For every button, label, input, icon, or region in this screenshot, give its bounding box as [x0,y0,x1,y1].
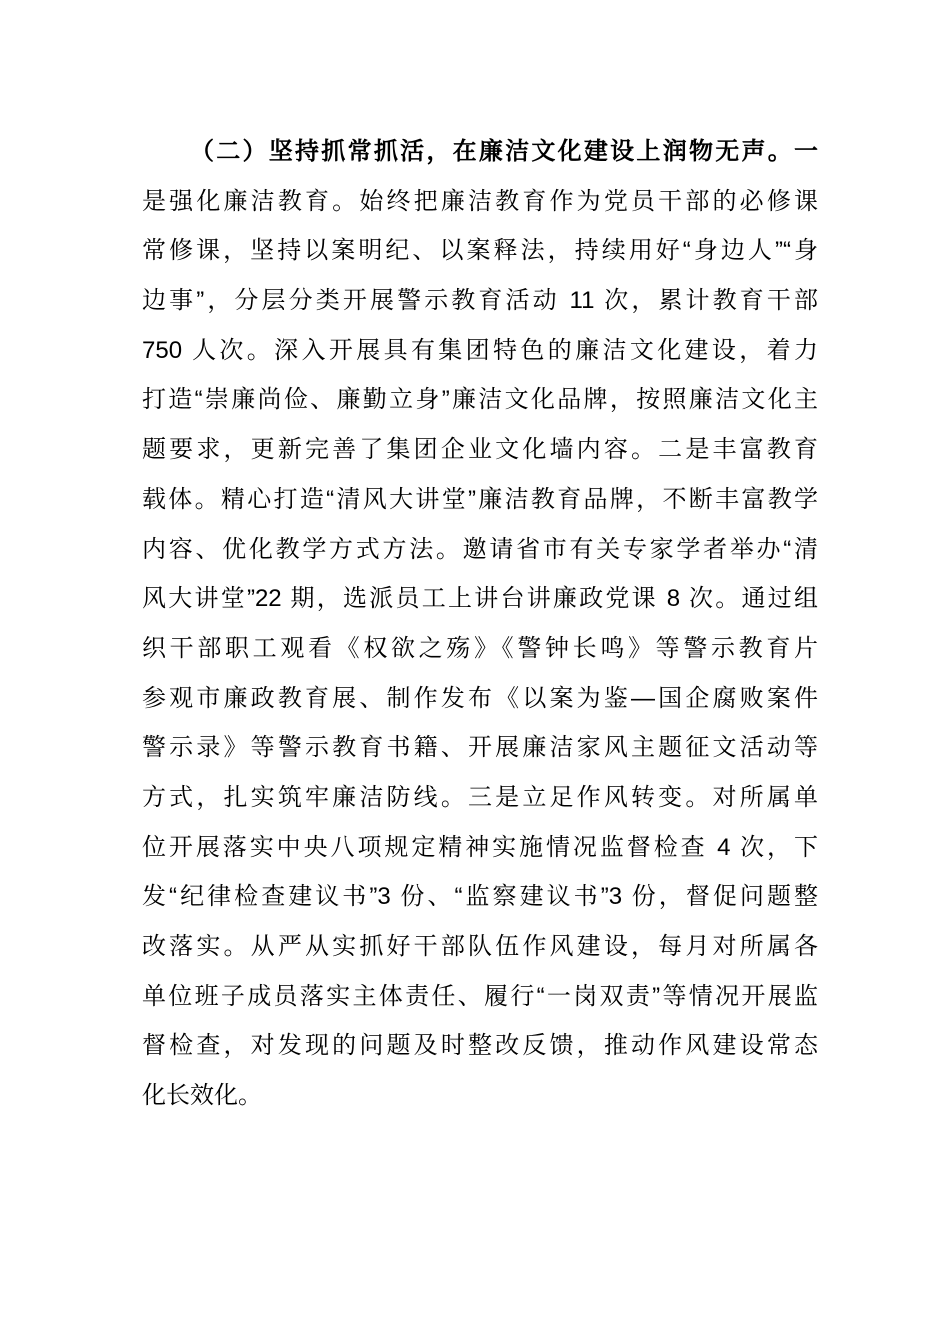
text-line: 750 人次。深入开展具有集团特色的廉洁文化建设，着力 [142,336,818,364]
text-line: 载体。精心打造“清风大讲堂”廉洁教育品牌，不断丰富教学 [142,485,818,513]
text-line: 单位班子成员落实主体责任、履行“一岗双责”等情况开展监 [142,982,818,1010]
text-line: 常修课，坚持以案明纪、以案释法，持续用好“身边人”“身 [142,237,818,265]
text-line: 风大讲堂”22 期，选派员工上讲台讲廉政党课 8 次。通过组 [142,585,818,613]
text-line: 方式，扎实筑牢廉洁防线。三是立足作风转变。对所属单 [142,783,818,811]
text-line: （二）坚持抓常抓活，在廉洁文化建设上润物无声。一 [190,138,818,165]
text-line: 警示录》等警示教育书籍、开展廉洁家风主题征文活动等 [142,734,818,762]
text-line: 织干部职工观看《权欲之殇》《警钟长鸣》等警示教育片 [142,634,818,662]
text-line: 打造“崇廉尚俭、廉勤立身”廉洁文化品牌，按照廉洁文化主 [142,386,818,414]
text-line: 改落实。从严从实抓好干部队伍作风建设，每月对所属各 [142,933,818,960]
text-line: 参观市廉政教育展、制作发布《以案为鉴—国企腐败案件 [142,684,818,712]
text-line: 督检查，对发现的问题及时整改反馈，推动作风建设常态 [142,1032,818,1060]
body-paragraph [142,127,818,1121]
text-line: 是强化廉洁教育。始终把廉洁教育作为党员干部的必修课 [142,187,818,215]
text-line: 边事”，分层分类开展警示教育活动 11 次，累计教育干部 [142,287,818,315]
text-line: 化长效化。 [142,1082,262,1110]
text-line: 位开展落实中央八项规定精神实施情况监督检查 4 次，下 [142,833,818,861]
text-line: 题要求，更新完善了集团企业文化墙内容。二是丰富教育 [142,436,818,464]
text-line: 内容、优化教学方式方法。邀请省市有关专家学者举办“清 [142,535,818,563]
text-line: 发“纪律检查建议书”3 份、“监察建议书”3 份，督促问题整 [142,883,818,911]
